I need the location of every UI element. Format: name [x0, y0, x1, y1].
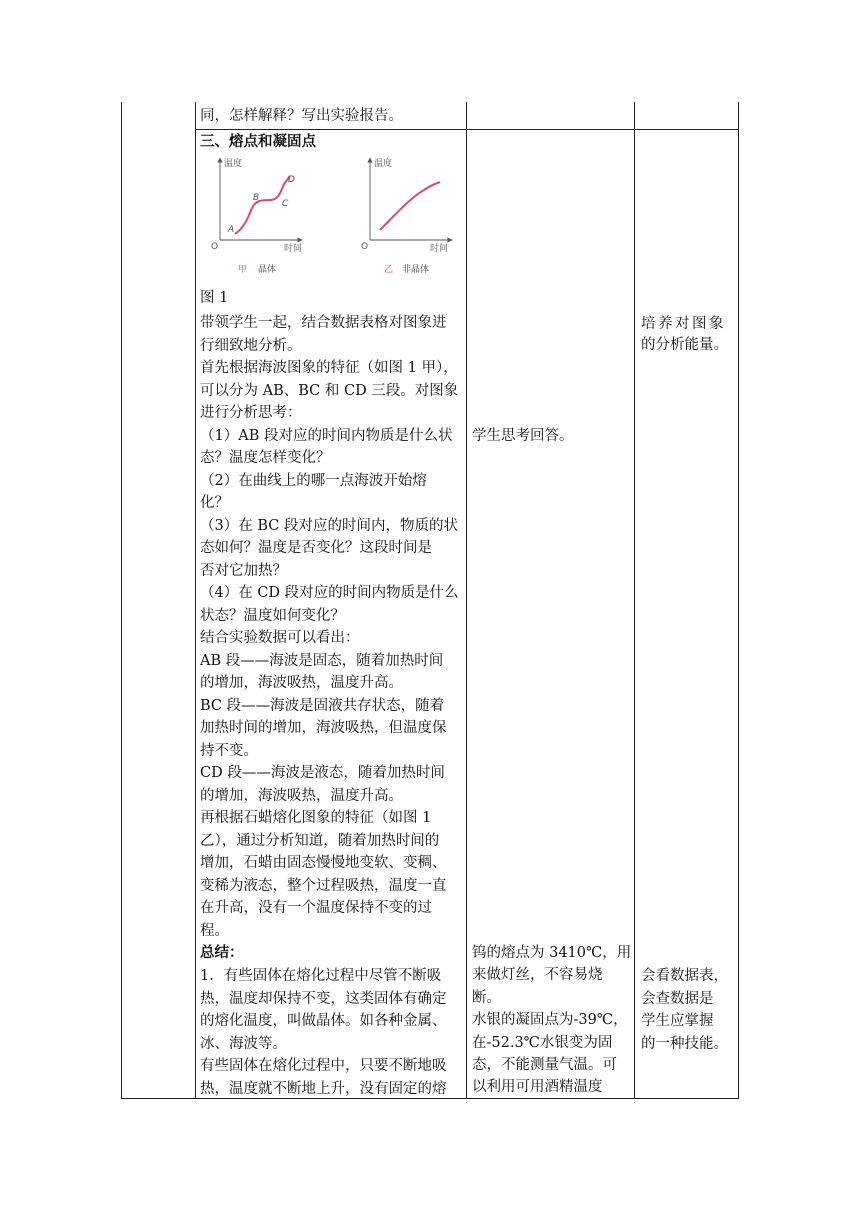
- point-c-label: C: [282, 199, 289, 209]
- section-heading: 三、熔点和凝固点: [200, 133, 316, 150]
- example-line: 态，不能测量气温。可: [472, 1057, 617, 1073]
- skill-line: 会查数据是: [641, 990, 714, 1007]
- figure-crystal: [208, 156, 308, 278]
- skill-line: 的一种技能。: [641, 1035, 728, 1052]
- summary-line: 1．有些固体在熔化过程中尽管不断吸: [200, 968, 442, 984]
- text-line: 结合实验数据可以看出：: [200, 630, 360, 646]
- row-divider: [195, 129, 739, 130]
- text-line: 状态？温度如何变化？: [200, 607, 345, 624]
- text-line: 程。: [200, 922, 229, 939]
- crystal-axis-x-label: 时间: [284, 244, 303, 254]
- amorphous-axis-x-label: 时间: [430, 244, 449, 254]
- text-line: 带领学生一起，结合数据表格对图象进: [200, 315, 447, 331]
- summary-heading: 总结：: [200, 944, 244, 961]
- text-line: 可以分为 AB、BC 和 CD 三段。对图象: [200, 382, 459, 399]
- text-line: 变稀为液态，整个过程吸热，温度一直: [200, 877, 447, 894]
- text-line: 行细致地分析。: [200, 337, 302, 354]
- text-line: 再根据石蜡熔化图象的特征（如图 1: [200, 810, 432, 826]
- table-divider-2: [466, 102, 467, 1099]
- example-line: 水银的凝固点为-39℃，: [472, 1012, 628, 1029]
- summary-line: 热，温度却保持不变，这类固体有确定: [200, 990, 447, 1007]
- table-divider-3: [634, 102, 635, 1099]
- text-line: BC 段——海波是固液共存状态，随着: [200, 697, 445, 714]
- example-line: 来做灯丝，不容易烧: [472, 967, 603, 984]
- point-b-label: B: [253, 193, 260, 203]
- text-line: （2）在曲线上的哪一点海波开始熔: [200, 472, 427, 489]
- text-line: （3）在 BC 段对应的时间内，物质的状: [200, 517, 458, 534]
- text-line: 进行分析思考：: [200, 405, 302, 421]
- crystal-caption-text: 晶体: [258, 265, 277, 275]
- table-divider-1: [195, 102, 196, 1099]
- text-line: CD 段——海波是液态，随着加热时间: [200, 765, 445, 781]
- skill-line: 会看数据表，: [641, 968, 728, 984]
- text-line: 乙），通过分析知道，随着加热时间的: [200, 832, 440, 849]
- design-intent-line-1: 培养对图象: [641, 316, 726, 332]
- top-row-text: 同，怎样解释？写出实验报告。: [200, 108, 403, 124]
- text-line: 增加，石蜡由固态慢慢地变软、变稠、: [200, 855, 447, 871]
- summary-line: 的熔化温度，叫做晶体。如各种金属、: [200, 1013, 447, 1029]
- figure-amorphous: [358, 156, 458, 278]
- summary-line: 有些固体在熔化过程中，只要不断地吸: [200, 1058, 447, 1074]
- text-line: 持不变。: [200, 742, 258, 759]
- summary-line: 冰、海波等。: [200, 1035, 287, 1052]
- text-line: 的增加，海波吸热，温度升高。: [200, 787, 403, 804]
- skill-line: 学生应掌握: [641, 1013, 714, 1029]
- amorphous-axis-y-label: 温度: [374, 159, 393, 169]
- text-line: 化？: [200, 495, 229, 511]
- figure-number: 图 1: [200, 290, 229, 306]
- text-line: 的增加，海波吸热，温度升高。: [200, 675, 403, 691]
- text-line: 态如何？温度是否变化？这段时间是: [200, 540, 432, 556]
- crystal-caption-mark: 甲: [238, 265, 248, 275]
- crystal-axis-y-label: 温度: [224, 159, 243, 169]
- text-line: 在升高，没有一个温度保持不变的过: [200, 900, 432, 916]
- text-line: 否对它加热？: [200, 562, 287, 579]
- example-line: 断。: [472, 989, 501, 1006]
- crystal-origin-label: O: [211, 242, 219, 252]
- text-line: 首先根据海波图象的特征（如图 1 甲），: [200, 360, 458, 376]
- point-a-label: A: [228, 225, 235, 235]
- table-border-left: [121, 102, 122, 1099]
- amorphous-caption-text: 非晶体: [402, 265, 430, 275]
- amorphous-caption-mark: 乙: [384, 265, 394, 275]
- text-line: 加热时间的增加，海波吸热，但温度保: [200, 720, 447, 736]
- design-intent-line-2: 的分析能量。: [641, 337, 728, 353]
- student-activity-text: 学生思考回答。: [472, 428, 574, 444]
- example-line: 以利用可用酒精温度: [472, 1079, 603, 1096]
- text-line: 态？温度怎样变化？: [200, 450, 331, 466]
- table-border-right: [738, 102, 739, 1099]
- example-line: 在-52.3℃水银变为固: [472, 1034, 613, 1051]
- text-line: AB 段——海波是固态，随着加热时间: [200, 652, 444, 669]
- summary-line: 热，温度就不断地上升，没有固定的熔: [200, 1080, 447, 1097]
- amorphous-origin-label: O: [361, 242, 369, 252]
- example-line: 钨的熔点为 3410℃，用: [472, 945, 632, 961]
- text-line: （4）在 CD 段对应的时间内物质是什么: [200, 585, 459, 601]
- amorphous-curve: [380, 182, 440, 230]
- point-d-label: D: [288, 175, 295, 185]
- text-line: （1）AB 段对应的时间内物质是什么状: [200, 427, 453, 444]
